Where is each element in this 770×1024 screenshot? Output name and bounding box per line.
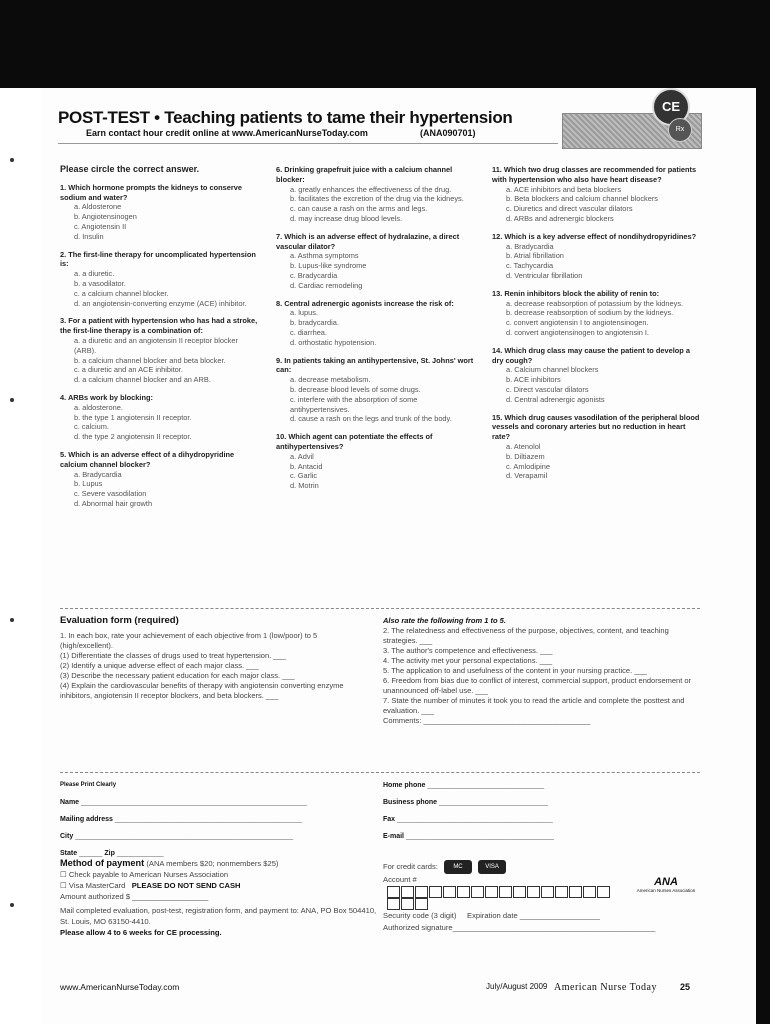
answer-option[interactable]: d. Verapamil	[506, 471, 548, 481]
question-text: 11. Which two drug classes are recommended for patients with hypertension who also have heart disease?	[492, 165, 697, 184]
question-text: 12. Which is a key adverse effect of nondihydropyridines?	[492, 231, 697, 241]
question-block	[60, 450, 260, 509]
question-text: 9. In patients taking an antihypertensive, St. Johns' wort can:	[276, 355, 474, 375]
ana-logo	[636, 876, 696, 893]
answer-option[interactable]: a. lupus.	[290, 308, 318, 318]
amount-field[interactable]: Amount authorized $ __________________	[60, 892, 209, 901]
evaluation-form-continued	[383, 616, 703, 726]
answer-option[interactable]: c. Direct vascular dilators	[506, 384, 589, 394]
city-field[interactable]: City ________________________________________________________	[60, 833, 294, 840]
answer-option[interactable]: c. can cause a rash on the arms and legs.	[290, 204, 428, 214]
answer-option[interactable]: d. a calcium channel blocker and an ARB.	[74, 375, 211, 385]
scan-border-top	[0, 0, 770, 88]
question-block	[492, 346, 702, 405]
page-number: 25	[680, 982, 691, 992]
business-phone-field[interactable]: Business phone ____________________________	[383, 799, 549, 806]
answer-option[interactable]: d. orthostatic hypotension.	[290, 337, 377, 347]
business-phone-label: Business phone	[383, 799, 438, 806]
eval-lead: Also rate the following from 1 to 5.	[383, 616, 506, 625]
header-divider	[58, 143, 558, 144]
answer-option[interactable]: b. Atrial fibrillation	[506, 251, 564, 261]
answer-option[interactable]: b. a calcium channel blocker and beta blocker.	[74, 355, 226, 365]
question-block	[276, 165, 476, 224]
answer-option[interactable]: b. a vasodilator.	[74, 278, 126, 288]
question-text: 15. Which drug causes vasodilation of the peripheral blood vessels and coronary arteries but no reduction in heart rate?	[492, 412, 700, 442]
credit-cards-label: For credit cards:	[383, 862, 438, 871]
comments-field[interactable]: Comments: ________________________________________	[383, 716, 591, 725]
eval-line[interactable]: (2) Identify a unique adverse effect of each major class. ___	[60, 661, 259, 670]
question-column-3	[492, 165, 702, 489]
answer-option[interactable]: a. Calcium channel blockers	[506, 365, 599, 375]
answer-option[interactable]: b. Lupus-like syndrome	[290, 261, 367, 271]
question-text: 13. Renin inhibitors block the ability of renin to:	[492, 288, 660, 298]
scan-border-right	[756, 0, 770, 1024]
question-block	[60, 183, 260, 242]
question-block	[492, 165, 702, 224]
question-block	[492, 289, 702, 338]
answer-option[interactable]: b. facilitates the excretion of the drug via the kidneys.	[290, 194, 464, 204]
question-text: 3. For a patient with hypertension who has had a stroke, the first-line therapy is a combination of:	[60, 316, 258, 336]
answer-option[interactable]: a. a diuretic and an angiotensin II receptor blocker (ARB).	[74, 335, 238, 355]
state-zip-field[interactable]: State ______ Zip ____________	[60, 850, 164, 857]
mailing-address-field[interactable]: Mailing address ________________________________________________	[60, 816, 302, 823]
answer-option[interactable]: c. Angiotensin II	[74, 221, 127, 231]
answer-option[interactable]: d. Abnormal hair growth	[74, 498, 153, 508]
section-divider	[60, 772, 700, 773]
answer-option[interactable]: b. ACE inhibitors	[506, 375, 561, 385]
fax-field[interactable]: Fax ________________________________________	[383, 816, 553, 823]
fax-label: Fax	[383, 816, 396, 823]
eval-line[interactable]: 5. The application to and usefulness of the content in your nursing practice. ___	[383, 666, 647, 675]
check-label: Check payable to American Nurses Association	[68, 870, 229, 879]
rx-badge: Rx	[668, 118, 692, 142]
question-block	[276, 432, 476, 491]
answer-option[interactable]: c. a calcium channel blocker.	[74, 288, 169, 298]
answer-option[interactable]: a. Atenolol	[506, 441, 541, 451]
answer-option[interactable]: b. the type 1 angiotensin II receptor.	[74, 412, 192, 422]
state-label: State	[60, 850, 78, 857]
payment-title: Method of payment	[60, 858, 145, 868]
question-block	[492, 413, 702, 482]
question-text: 4. ARBs work by blocking:	[60, 392, 153, 402]
question-text: 2. The first-line therapy for uncomplicated hypertension is:	[60, 249, 256, 269]
question-text: 7. Which is an adverse effect of hydralazine, a direct vascular dilator?	[276, 231, 460, 251]
answer-option[interactable]: a. Bradycardia	[506, 241, 554, 251]
question-block	[60, 250, 260, 309]
answer-option[interactable]: b. decrease blood levels of some drugs.	[290, 384, 421, 394]
bullet-mark	[10, 398, 14, 402]
answer-option[interactable]: a. aldosterone.	[74, 402, 123, 412]
answer-option[interactable]: a. ACE inhibitors and beta blockers	[506, 184, 622, 194]
answer-option[interactable]: b. decrease reabsorption of sodium by the kidneys.	[506, 308, 674, 318]
credit-card-section	[383, 860, 703, 934]
answer-option[interactable]: c. diarrhea.	[290, 327, 327, 337]
question-block	[60, 316, 260, 385]
eval-line: 1. In each box, rate your achievement of each objective from 1 (low/poor) to 5 (high/excellent).	[60, 631, 320, 650]
home-phone-field[interactable]: Home phone ______________________________	[383, 782, 545, 789]
question-block	[492, 232, 702, 281]
question-text: 6. Drinking grapefruit juice with a calcium channel blocker:	[276, 165, 453, 184]
processing-notice: Please allow 4 to 6 weeks for CE processing.	[60, 928, 222, 937]
mail-instructions: Mail completed evaluation, post-test, registration form, and payment to: ANA, PO Box 504410, St. Louis, MO 63150-4410.	[60, 906, 377, 926]
answer-option[interactable]: d. the type 2 angiotensin II receptor.	[74, 432, 192, 442]
answer-option[interactable]: b. Lupus	[74, 479, 103, 489]
answer-option[interactable]: a. greatly enhances the effectiveness of the drug.	[290, 184, 452, 194]
bullet-mark	[10, 618, 14, 622]
answer-option[interactable]: d. cause a rash on the legs and trunk of the body.	[290, 414, 452, 424]
email-label: E-mail	[383, 833, 405, 840]
payment-section	[60, 858, 380, 938]
answer-option[interactable]: d. Central adrenergic agonists	[506, 394, 605, 404]
answer-option[interactable]: c. Severe vasodilation	[74, 489, 147, 499]
answer-option[interactable]: c. convert angiotensin I to angiotensinogen.	[506, 318, 649, 328]
mailing-label: Mailing address	[60, 816, 113, 823]
answer-option[interactable]: c. Bradycardia	[290, 270, 338, 280]
account-label: Account #	[383, 875, 417, 884]
footer-magazine: American Nurse Today	[554, 982, 657, 993]
answer-option[interactable]: c. calcium.	[74, 422, 109, 432]
answer-option[interactable]: b. Diltiazem	[506, 451, 545, 461]
page-subtitle: Earn contact hour credit online at www.AmericanNurseToday.com	[86, 128, 368, 138]
eval-line[interactable]: 3. The author's competence and effectiveness. ___	[383, 646, 553, 655]
question-text: 14. Which drug class may cause the patient to develop a dry cough?	[492, 345, 690, 365]
question-text: 5. Which is an adverse effect of a dihydropyridine calcium channel blocker?	[60, 449, 235, 469]
question-block	[60, 393, 260, 442]
answer-option[interactable]: a. decrease reabsorption of potassium by the kidneys.	[506, 298, 684, 308]
eval-line[interactable]: (1) Differentiate the classes of drugs used to treat hypertension. ___	[60, 651, 286, 660]
expiration-field[interactable]: Expiration date ___________________	[467, 911, 601, 920]
visa-icon: VISA	[478, 860, 506, 874]
answer-option[interactable]: c. Diuretics and direct vascular dilators	[506, 204, 633, 214]
zip-label: Zip	[104, 850, 115, 857]
city-label: City	[60, 833, 74, 840]
answer-option[interactable]: d. convert angiotensinogen to angiotensin I.	[506, 327, 649, 337]
answer-option[interactable]: b. bradycardia.	[290, 318, 339, 328]
question-column-2	[276, 165, 476, 499]
answer-option[interactable]: b. Angiotensinogen	[74, 212, 137, 222]
ana-logo-caption: American Nurses Association	[636, 888, 696, 893]
check-option[interactable]: ☐ Check payable to American Nurses Association	[60, 870, 229, 879]
answer-option[interactable]: d. Ventricular fibrillation	[506, 270, 583, 280]
question-block	[276, 232, 476, 291]
answer-option[interactable]: c. Garlic	[290, 471, 318, 481]
footer-date: July/August 2009	[486, 982, 548, 991]
section-divider	[60, 608, 700, 609]
no-cash-notice: PLEASE DO NOT SEND CASH	[131, 881, 241, 890]
mastercard-icon: MC	[444, 860, 472, 874]
eval-line[interactable]: 7. State the number of minutes it took you to read the article and complete the posttest and evaluation. ___	[383, 696, 685, 715]
eval-line[interactable]: 6. Freedom from bias due to conflict of interest, commercial support, product endorsement or unannounced off-label use. ___	[383, 676, 692, 695]
bullet-mark	[10, 158, 14, 162]
security-code-label: Security code (3 digit)	[383, 911, 457, 920]
answer-option[interactable]: d. an angiotensin-converting enzyme (ACE) inhibitor.	[74, 298, 247, 308]
evaluation-title: Evaluation form (required)	[60, 615, 179, 626]
question-text: 1. Which hormone prompts the kidneys to conserve sodium and water?	[60, 182, 242, 202]
question-column-1	[60, 165, 260, 517]
question-block	[276, 356, 476, 425]
question-block	[276, 299, 476, 348]
answer-option[interactable]: a. Aldosterone	[74, 202, 122, 212]
answer-option[interactable]: c. a diuretic and an ACE inhibitor.	[74, 365, 183, 375]
answer-option[interactable]: c. Tachycardia	[506, 261, 554, 271]
answer-option[interactable]: a. Bradycardia	[74, 469, 122, 479]
answer-option[interactable]: a. a diuretic.	[74, 269, 115, 279]
registration-left	[60, 777, 370, 862]
answer-option[interactable]: a. Asthma symptoms	[290, 251, 359, 261]
answer-option[interactable]: b. Antacid	[290, 461, 323, 471]
bullet-mark	[10, 903, 14, 907]
ce-badge: CE	[652, 88, 690, 126]
name-label: Name	[60, 799, 80, 806]
eval-line[interactable]: 4. The activity met your personal expectations. ___	[383, 656, 553, 665]
answer-option[interactable]: a. decrease metabolism.	[290, 375, 371, 385]
evaluation-form	[60, 616, 370, 701]
signature-field[interactable]: Authorized signature________________________________________________	[383, 923, 656, 932]
answer-option[interactable]: b. Beta blockers and calcium channel blockers	[506, 194, 658, 204]
ana-logo-text: ANA	[654, 876, 678, 888]
footer-url: www.AmericanNurseToday.com	[60, 982, 180, 992]
answer-option[interactable]: c. interfere with the absorption of some antihypertensives.	[290, 394, 418, 414]
visa-mc-label: Visa MasterCard	[68, 881, 126, 890]
answer-option[interactable]: a. Advil	[290, 451, 314, 461]
registration-right	[383, 777, 703, 845]
page-title: POST-TEST • Teaching patients to tame their hypertension	[58, 108, 513, 127]
email-field[interactable]: E-mail ______________________________________	[383, 833, 554, 840]
course-code: (ANA090701)	[420, 128, 476, 138]
answer-option[interactable]: d. Insulin	[74, 231, 104, 241]
answer-option[interactable]: c. Amlodipine	[506, 461, 550, 471]
answer-option[interactable]: d. Cardiac remodeling	[290, 280, 363, 290]
card-option[interactable]: ☐ Visa MasterCard PLEASE DO NOT SEND CASH	[60, 881, 241, 890]
question-text: 8. Central adrenergic agonists increase the risk of:	[276, 298, 454, 308]
question-text: 10. Which agent can potentiate the effects of antihypertensives?	[276, 432, 433, 451]
print-clearly-label: Please Print Clearly	[60, 782, 117, 788]
answer-option[interactable]: d. ARBs and adrenergic blockers	[506, 213, 614, 223]
name-field[interactable]: Name __________________________________________________________	[60, 799, 307, 806]
answer-option[interactable]: d. Motrin	[290, 481, 319, 491]
answer-option[interactable]: d. may increase drug blood levels.	[290, 213, 403, 223]
home-phone-label: Home phone	[383, 782, 426, 789]
eval-line[interactable]: (3) Describe the necessary patient education for each major class. ___	[60, 671, 295, 680]
eval-line[interactable]: 2. The relatedness and effectiveness of the purpose, objectives, content, and teaching strategies. ___	[383, 626, 669, 645]
instructions: Please circle the correct answer.	[60, 164, 200, 174]
security-code-boxes[interactable]	[383, 899, 429, 908]
eval-line[interactable]: (4) Explain the cardiovascular benefits of therapy with angiotensin converting enzyme inhibitors, angiotensin II receptor blockers, and beta blockers. ___	[60, 681, 346, 700]
payment-pricing: (ANA members $20; nonmembers $25)	[146, 859, 279, 868]
